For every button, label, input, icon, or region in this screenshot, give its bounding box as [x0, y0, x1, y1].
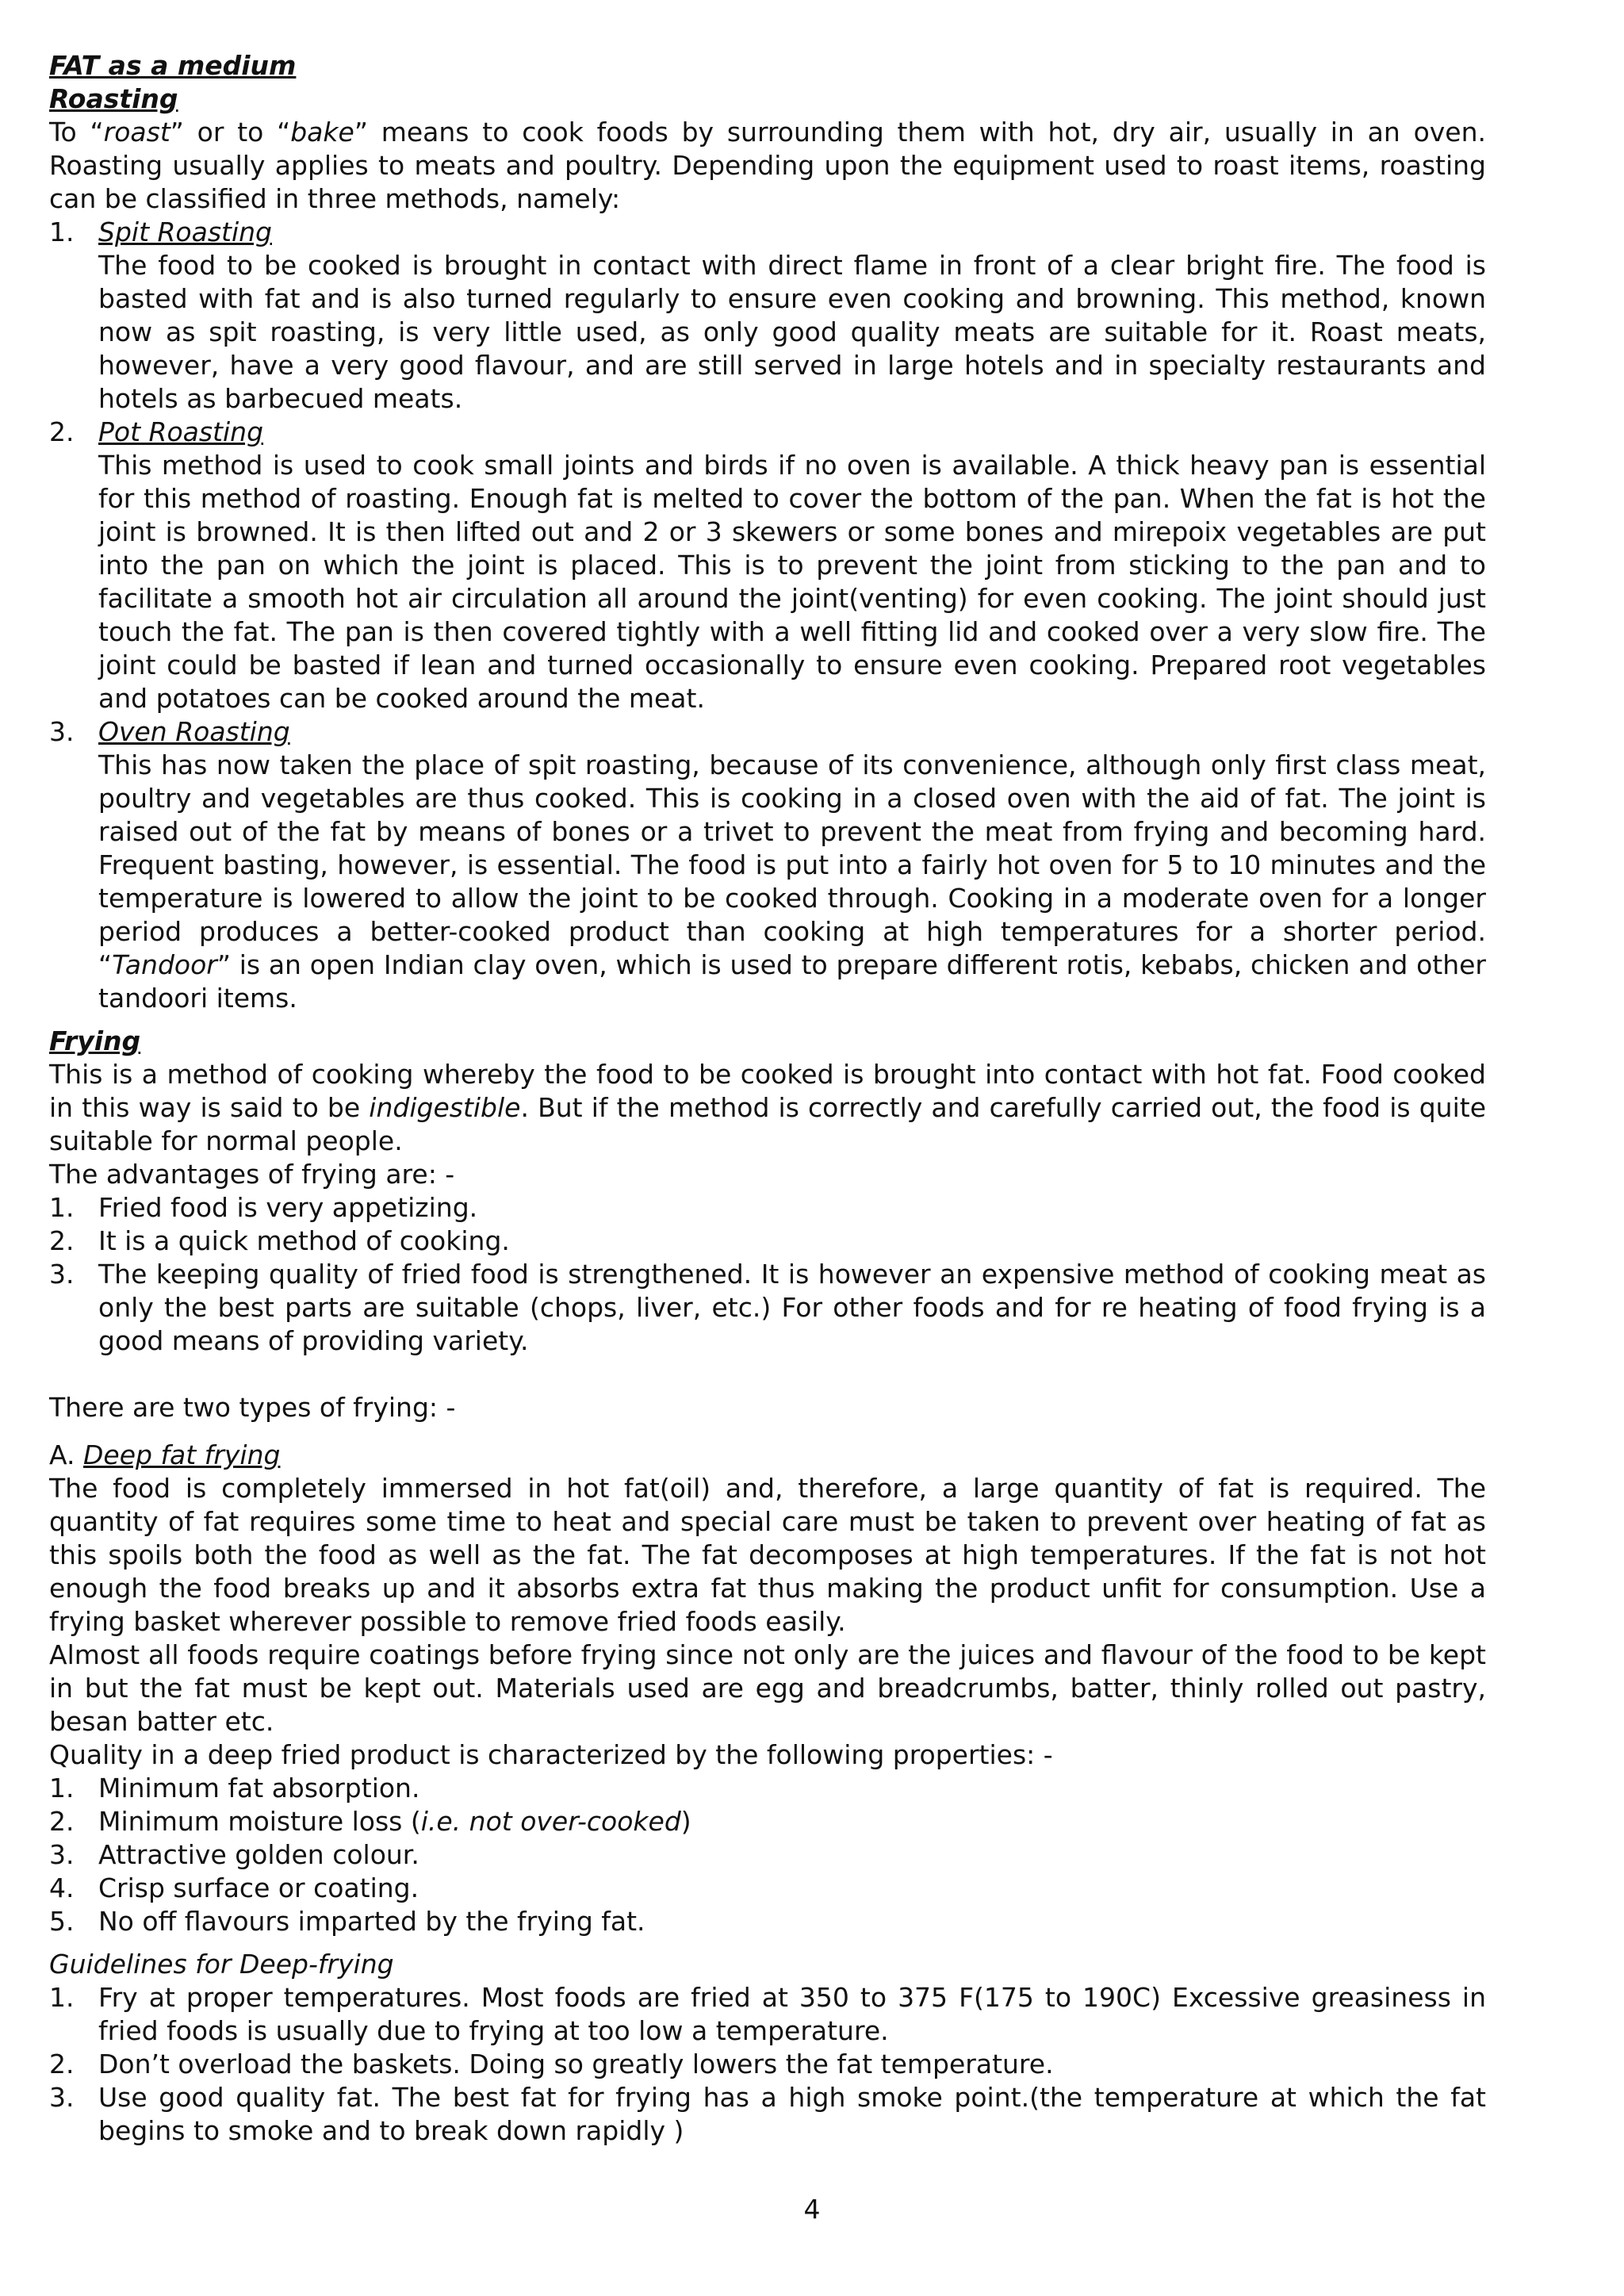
frying-intro-text: . But if the method is correctly and carefully carried out, the food is quite suitable for normal people.: [49, 1092, 1486, 1156]
guideline-text: Fry at proper temperatures. Most foods are fried at 350 to 375 F(175 to 190C) Excessive greasiness in fried foods is usually due to frying at too low a temperature.: [98, 1982, 1486, 2046]
list-number: 3.: [49, 2082, 75, 2113]
quality-text-part: ): [680, 1806, 691, 1837]
list-number: 1.: [49, 1192, 75, 1223]
quality-text: [98, 1805, 1486, 1838]
deep-fat-frying-title: Deep fat frying: [82, 1439, 281, 1470]
list-number: 5.: [49, 1906, 75, 1937]
advantages-intro: The advantages of frying are: -: [49, 1159, 455, 1190]
frying-heading: Frying: [49, 1025, 141, 1056]
deep-fat-paragraph-1: The food is completely immersed in hot fat(oil) and, therefore, a large quantity of fat is required. The quantity of fat requires some time to heat and special care must be taken to prevent over heating of fat as this spoils both the food as well as the fat. The fat decomposes at high temperatures. If the fat is not hot enough the food breaks up and it absorbs extra fat thus making the product unfit for consumption. Use a frying basket wherever possible to remove fried foods easily.: [49, 1473, 1486, 1637]
deep-fat-paragraph-2: Almost all foods require coatings before frying since not only are the juices and flavour of the food to be kept in but the fat must be kept out. Materials used are egg and breadcrumbs, batter, thinly rolled out pastry, besan batter etc.: [49, 1639, 1486, 1737]
list-number: 4.: [49, 1872, 75, 1903]
roasting-method-spit: [49, 216, 1486, 416]
frying-intro-text: This is a method of cooking whereby the food to be cooked is brought into contact with hot fat. Food cooked in this way is said to be: [49, 1059, 1486, 1123]
quality-text-part: Minimum moisture loss (: [98, 1806, 421, 1837]
quality-item: [49, 1872, 1486, 1905]
document-page: [49, 49, 1486, 2148]
roasting-intro-text: ” or to “: [170, 117, 291, 148]
method-text-part: This has now taken the place of spit roasting, because of its convenience, although only first class meat, poultry and vegetables are thus cooked. This is cooking in a closed oven with the aid of fat. The joint is raised out of the fat by means of bones or a trivet to prevent the meat from frying and becoming hard. Frequent basting, however, is essential. The food is put into a fairly hot oven for 5 to 10 minutes and the temperature is lowered to allow the joint to be cooked through. Cooking in a moderate oven for a longer period produces a better-cooked product than cooking at high temperatures for a shorter period. “: [98, 749, 1486, 980]
guideline-text: Use good quality fat. The best fat for frying has a high smoke point.(the temperature at which the fat begins to smoke and to break down rapidly ): [98, 2082, 1486, 2146]
indigestible-term: indigestible: [369, 1092, 521, 1123]
guidelines-title: Guidelines for Deep-frying: [49, 1949, 394, 1980]
list-number: 1.: [49, 1982, 75, 2013]
roasting-intro-text: To “: [49, 117, 104, 148]
advantage-text: Fried food is very appetizing.: [98, 1192, 478, 1223]
guideline-item: [49, 2048, 1486, 2081]
method-title: Oven Roasting: [98, 716, 290, 747]
list-number: 2.: [49, 416, 75, 447]
roasting-intro-text: ” means to cook foods by surrounding them with hot, dry air, usually in an oven. Roasting usually applies to meats and poultry. Depending upon the equipment used to roast items, roasting can be classified in three methods, namely:: [49, 117, 1487, 214]
method-text: This method is used to cook small joints and birds if no oven is available. A thick heavy pan is essential for this method of roasting. Enough fat is melted to cover the bottom of the pan. When the fat is hot the joint is browned. It is then lifted out and 2 or 3 skewers or some bones and mirepoix vegetables are put into the pan on which the joint is placed. This is to prevent the joint from sticking to the pan and to facilitate a smooth hot air circulation all around the joint(venting) for even cooking. The joint should just touch the fat. The pan is then covered tightly with a well fitting lid and cooked over a very slow fire. The joint could be basted if lean and turned occasionally to ensure even cooking. Prepared root vegetables and potatoes can be cooked around the meat.: [98, 450, 1486, 714]
roasting-heading: Roasting: [49, 83, 178, 114]
quality-text: No off flavours imparted by the frying fat.: [98, 1906, 645, 1937]
list-number: 2.: [49, 1225, 75, 1256]
method-title: Spit Roasting: [98, 217, 272, 247]
tandoor-term: Tandoor: [112, 949, 217, 980]
method-text: The food to be cooked is brought in contact with direct flame in front of a clear bright fire. The food is basted with fat and is also turned regularly to ensure even cooking and browning. This method, known now as spit roasting, is very little used, as only good quality meats are suitable for it. Roast meats, however, have a very good flavour, and are still served in large hotels and in specialty restaurants and hotels as barbecued meats.: [98, 250, 1486, 414]
method-title: Pot Roasting: [98, 416, 264, 447]
types-intro: There are two types of frying: -: [49, 1392, 456, 1423]
page-number: 4: [803, 2194, 821, 2225]
guideline-item: [49, 2081, 1486, 2148]
advantage-item: [49, 1225, 1486, 1258]
list-number: 3.: [49, 1259, 75, 1290]
guideline-text: Don’t overload the baskets. Doing so greatly lowers the fat temperature.: [98, 2049, 1054, 2079]
quality-intro: Quality in a deep fried product is characterized by the following properties: -: [49, 1739, 1053, 1770]
section-title: FAT as a medium: [49, 50, 297, 81]
list-number: 2.: [49, 1806, 75, 1837]
roasting-method-oven: [49, 715, 1486, 1015]
list-number: 1.: [49, 1773, 75, 1803]
advantage-item: [49, 1258, 1486, 1358]
list-number: 2.: [49, 2049, 75, 2079]
roasting-method-pot: [49, 416, 1486, 715]
guideline-item: [49, 1981, 1486, 2048]
advantage-text: It is a quick method of cooking.: [98, 1225, 510, 1256]
list-number: 1.: [49, 217, 75, 247]
frying-intro: [49, 1058, 1486, 1158]
quality-item: [49, 1772, 1486, 1805]
list-number: 3.: [49, 1839, 75, 1870]
quality-item: [49, 1838, 1486, 1872]
roasting-intro: [49, 116, 1486, 216]
list-number: 3.: [49, 716, 75, 747]
bake-term: bake: [290, 117, 354, 148]
method-text-part: ” is an open Indian clay oven, which is used to prepare different rotis, kebabs, chicken and other tandoori items.: [98, 949, 1486, 1014]
quality-text: Minimum fat absorption.: [98, 1773, 420, 1803]
roast-term: roast: [103, 117, 170, 148]
quality-text-italic: i.e. not over-cooked: [420, 1806, 681, 1837]
advantage-item: [49, 1191, 1486, 1225]
quality-text: Crisp surface or coating.: [98, 1872, 419, 1903]
advantage-text: The keeping quality of fried food is strengthened. It is however an expensive method of cooking meat as only the best parts are suitable (chops, liver, etc.) For other foods and for re heating of food frying is a good means of providing variety.: [98, 1259, 1486, 1356]
quality-item: [49, 1805, 1486, 1838]
section-label: A.: [49, 1439, 75, 1470]
method-text: [98, 749, 1486, 1015]
quality-text: Attractive golden colour.: [98, 1839, 419, 1870]
deep-fat-frying-heading: [49, 1439, 1486, 1472]
quality-item: [49, 1905, 1486, 1938]
